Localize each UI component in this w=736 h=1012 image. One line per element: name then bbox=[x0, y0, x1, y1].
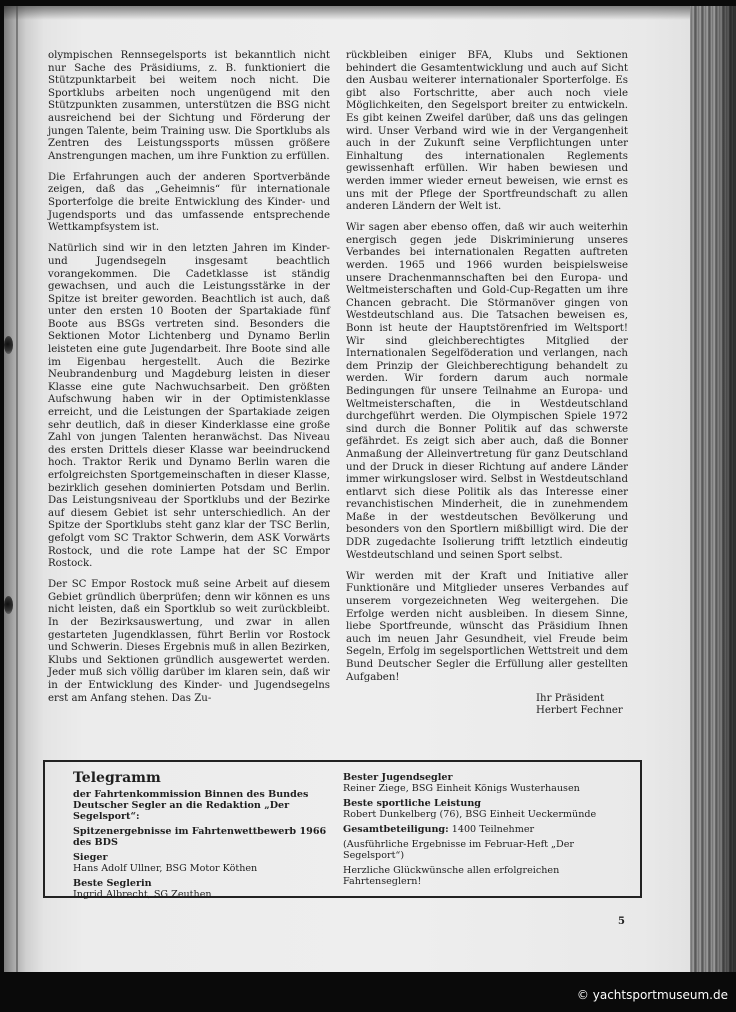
best-female-sailor-label: Beste Seglerin bbox=[73, 878, 152, 889]
congratulations: Herzliche Glückwünsche allen erfolgreichen Fahrtenseglern! bbox=[343, 865, 560, 887]
binding-spine bbox=[16, 6, 18, 972]
telegram-right-column bbox=[343, 770, 613, 891]
paragraph: rückbleiben einiger BFA, Klubs und Sektionen behindert die Gesamtentwicklung und auch auf Sicht den Ausbau weiterer internationaler Sporterfolge. Es gibt also Fortschritte, aber auch noch viele Möglichkeiten, den Segelsport breiter zu entwickeln. Es gibt keinen Zweifel darüber, daß uns das gelingen wird. Unser Verband wird wie in der Vergangenheit auch in der Zukunft seine Verpflichtungen unter Einhaltung des internationalen Reglements gewissenhaft erfüllen. Wir haben bewiesen und werden immer wieder erneut beweisen, wie ernst es uns mit der Pflege der Sportfreundschaft zu allen anderen Ländern der Welt ist. bbox=[346, 50, 628, 213]
paragraph: Der SC Empor Rostock muß seine Arbeit auf diesem Gebiet gründlich überprüfen; denn wir können es uns nicht leisten, daß ein Sportklub so weit zurückbleibt. In der Bezirksauswertung, und zwar in allen gestarteten Jugendklassen, führt Berlin vor Rostock und Schwerin. Dieses Ergebnis muß in allen Bezirken, Klubs und Sektionen gründlich ausgewertet werden. Jeder muß sich völlig darüber im klaren sein, daß wir in der Entwicklung des Kinder- und Jugendsegelns erst am Anfang stehen. Das Zu- bbox=[48, 579, 330, 704]
telegram-box bbox=[43, 760, 642, 898]
telegram-title: Telegramm bbox=[73, 770, 161, 786]
best-youth-sailor-label: Bester Jugendsegler bbox=[343, 772, 453, 783]
left-text-column bbox=[48, 50, 330, 714]
telegram-left-column bbox=[73, 770, 333, 904]
telegram-heading: Spitzenergebnisse im Fahrtenwettbewerb 1966 des BDS bbox=[73, 826, 327, 848]
total-participation-label: Gesamtbeteiligung: bbox=[343, 824, 449, 835]
signature-name: Herbert Fechner bbox=[536, 705, 623, 717]
paragraph: Wir werden mit der Kraft und Initiative aller Funktionäre und Mitglieder unseres Verbandes auf unserem vorgezeichneten Weg weitergehen. Die Erfolge werden nicht ausbleiben. In diesem Sinne, liebe Sportfreunde, wünscht das Präsidium Ihnen auch im neuen Jahr Gesundheit, viel Freude beim Segeln, Erfolg im segelsportlichen Wettstreit und dem Bund Deutscher Segler die Erfüllung aller gestellten Aufgaben! bbox=[346, 570, 628, 683]
total-participation-value: 1400 Teilnehmer bbox=[451, 824, 535, 835]
page-top-shadow bbox=[4, 6, 690, 20]
punch-hole-lower bbox=[4, 596, 13, 614]
paragraph: Wir sagen aber ebenso offen, daß wir auch weiterhin energisch gegen jede Diskriminierung unseres Verbandes bei internationalen Regatten auftreten werden. 1965 und 1966 wurden beispielsweise unsere Drachenmannschaften bei den Europa- und Weltmeisterschaften und Gold-Cup-Regatten um ihre Chancen gebracht. Die Störmanöver gingen von Westdeutschland aus. Die Tatsachen beweisen es, Bonn ist heute der Hauptstörenfried im Weltsport! Wir sind gleichberechtigtes Mitglied der Internationalen Segelföderation und verlangen, nach dem Prinzip der Gleichberechtigung behandelt zu werden. Wir fordern darum auch normale Bedingungen für unsere Teilnahme an Europa- und Weltmeisterschaften, die in Westdeutschland durchgeführt werden. Die Olympischen Spiele 1972 sind durch die Bonner Politik auf das schwerste gefährdet. Es zeigt sich aber auch, daß die Bonner Anmaßung der Alleinvertretung für ganz Deutschland und der Druck in dieser Richtung auf andere Länder immer wirkungsloser wird. Selbst in Westdeutschland entlarvt sich diese Politik als das Interesse einer revanchistischen Minderheit, die in zunehmendem Maße in der westdeutschen Bevölkerung und besonders von den Sportlern mißbilligt wird. Die der DDR zugedachte Isolierung trifft letztlich eindeutig Westdeutschland und seinen Sport selbst. bbox=[346, 222, 628, 561]
page-number: 5 bbox=[618, 916, 625, 927]
right-text-column bbox=[346, 50, 628, 718]
signature-title: Ihr Präsident bbox=[536, 692, 605, 704]
results-note: (Ausführliche Ergebnisse im Februar-Heft „Der Segelsport“) bbox=[343, 839, 574, 861]
telegram-subtitle: der Fahrtenkommission Binnen des Bundes Deutscher Segler an die Redaktion „Der Segelsport“: bbox=[73, 789, 309, 822]
winner-value: Hans Adolf Ullner, BSG Motor Köthen bbox=[73, 863, 258, 874]
paragraph: olympischen Rennsegelsports ist bekanntlich nicht nur Sache des Präsidiums, z. B. funktioniert die Stützpunktarbeit bei weitem noch nicht. Die Sportklubs arbeiten noch ungenügend mit den Stützpunkten zusammen, unterstützen die BSG nicht ausreichend bei der Sichtung und Förderung der jungen Talente, beim Training usw. Die Sportklubs als Zentren des Leistungssports müssen größere Anstrengungen machen, um ihre Funktion zu erfüllen. bbox=[48, 50, 330, 162]
copyright-watermark: © yachtsportmuseum.de bbox=[576, 988, 728, 1002]
best-performance-label: Beste sportliche Leistung bbox=[343, 798, 482, 809]
stacked-page-edges bbox=[690, 6, 736, 972]
paragraph: Die Erfahrungen auch der anderen Sportverbände zeigen, daß das „Geheimnis“ für internationale Sporterfolge die breite Entwicklung des Kinder- und Jugendsports und das umfassende entsprechende Wettkampfsystem ist. bbox=[48, 171, 330, 234]
best-performance-value: Robert Dunkelberg (76), BSG Einheit Ueckermünde bbox=[343, 809, 597, 820]
best-youth-sailor-value: Reiner Ziege, BSG Einheit Königs Wusterhausen bbox=[343, 783, 580, 794]
best-female-sailor-value: Ingrid Albrecht, SG Zeuthen bbox=[73, 889, 212, 900]
signature-block bbox=[536, 693, 628, 718]
paragraph: Natürlich sind wir in den letzten Jahren im Kinder- und Jugendsegeln insgesamt beachtlich vorangekommen. Die Cadetklasse ist ständig gewachsen, und auch die Leistungsstärke in der Spitze ist breiter geworden. Beachtlich ist auch, daß unter den ersten 10 Booten der Spartakiade fünf Boote aus BSGs vertreten sind. Besonders die Sektionen Motor Lichtenberg und Dynamo Berlin leisteten eine gute Jugendarbeit. Ihre Boote sind alle im Eigenbau hergestellt. Auch die Bezirke Neubrandenburg und Magdeburg leisten in dieser Klasse eine gute Nachwuchsarbeit. Den größten Aufschwung haben wir in der Optimistenklasse erreicht, und die Leistungen der Spartakiade zeigen sehr deutlich, daß in dieser Kinderklasse eine große Zahl von jungen Talenten heranwächst. Das Niveau des ersten Drittels dieser Klasse war beeindruckend hoch. Traktor Rerik und Dynamo Berlin waren die erfolgreichsten Sportgemeinschaften in dieser Klasse, bezirklich gesehen dominierten Potsdam und Berlin. Das Leistungsniveau der Sportklubs und der Bezirke auf diesem Gebiet ist sehr unterschiedlich. An der Spitze der Sportklubs steht ganz klar der TSC Berlin, gefolgt vom SC Traktor Schwerin, dem ASK Vorwärts Rostock, und die rote Lampe hat der SC Empor Rostock. bbox=[48, 243, 330, 570]
total-participation bbox=[343, 824, 613, 835]
punch-hole-upper bbox=[4, 336, 13, 354]
winner-label: Sieger bbox=[73, 852, 108, 863]
